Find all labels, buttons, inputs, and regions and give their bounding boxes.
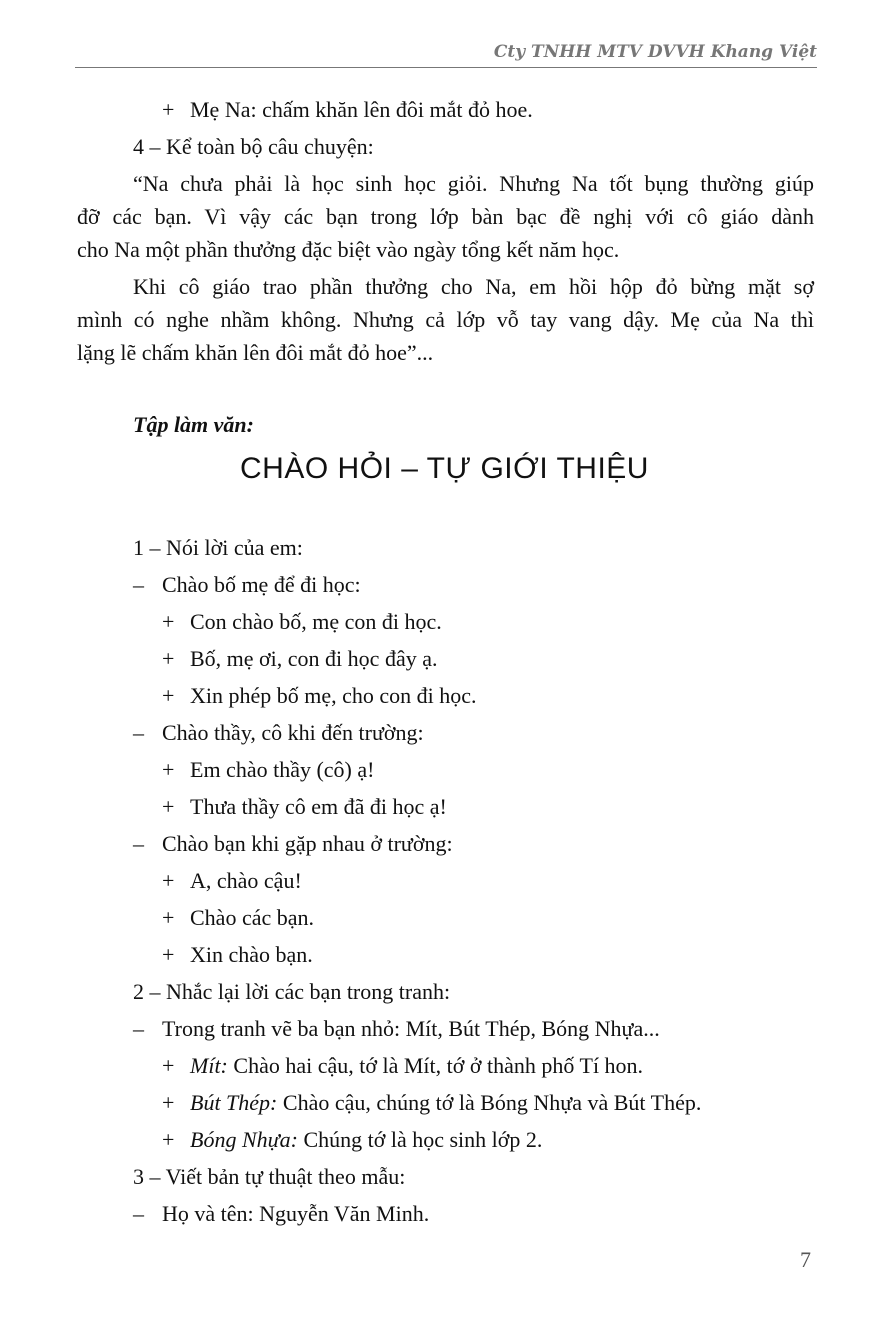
running-header: Cty TNHH MTV DVVH Khang Việt <box>493 42 817 62</box>
speaker: Bút Thép: <box>190 1090 278 1115</box>
speaker: Mít: <box>190 1053 228 1078</box>
page-number: 7 <box>800 1247 811 1272</box>
paragraph-line: lặng lẽ chấm khăn lên đôi mắt đỏ hoe”... <box>77 340 434 365</box>
task-heading: 2 – Nhắc lại lời các bạn trong tranh: <box>133 979 451 1004</box>
task-heading: 3 – Viết bản tự thuật theo mẫu: <box>133 1164 406 1189</box>
header-rule <box>75 67 817 68</box>
paragraph-line: đỡ các bạn. Vì vậy các bạn trong lớp bàn bạc đề nghị với cô giáo dành <box>77 204 814 229</box>
task-heading: 1 – Nói lời của em: <box>133 535 303 560</box>
paragraph-line: mình có nghe nhầm không. Nhưng cả lớp vỗ tay vang dậy. Mẹ của Na thì <box>77 307 814 332</box>
speaker: Bóng Nhựa: <box>190 1127 298 1152</box>
section-title: CHÀO HỎI – TỰ GIỚI THIỆU <box>240 452 649 485</box>
paragraph-line: cho Na một phần thưởng đặc biệt vào ngày tổng kết năm học. <box>77 237 620 262</box>
section-label: Tập làm văn: <box>133 412 254 437</box>
paragraph-line: “Na chưa phải là học sinh học giỏi. Nhưng Na tốt bụng thường giúp <box>133 171 814 196</box>
task-heading: 4 – Kể toàn bộ câu chuyện: <box>133 134 374 159</box>
paragraph-line: Khi cô giáo trao phần thưởng cho Na, em hồi hộp đỏ bừng mặt sợ <box>133 274 814 299</box>
